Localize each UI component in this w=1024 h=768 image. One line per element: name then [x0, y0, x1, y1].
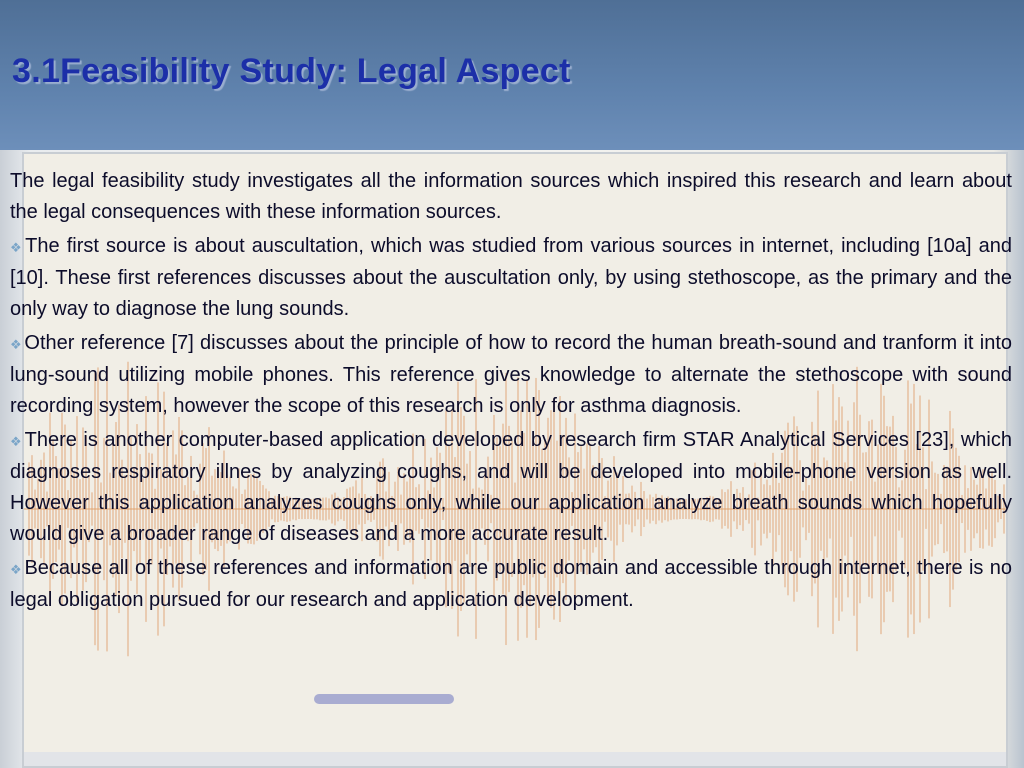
diamond-bullet-icon: ❖ — [10, 337, 23, 352]
slide-header — [0, 0, 1024, 150]
timeline-bar — [314, 694, 454, 704]
diamond-bullet-icon: ❖ — [10, 562, 23, 577]
slide-title: 3.1Feasibility Study: Legal Aspect — [12, 52, 571, 90]
bullet-text: Other reference [7] discusses about the principle of how to record the human breath-sound and tranform it into lung-sound utilizing mobile phones. This reference gives knowledge to alternate the stethoscope with sound recording system, however the scope of this research is only for asthma diagnosis. — [10, 332, 1012, 417]
bullet-text: Because all of these references and information are public domain and accessible through internet, there is no legal obligation pursued for our research and application development. — [10, 557, 1012, 611]
intro-paragraph: The legal feasibility study investigates all the information sources which inspired this research and learn about the legal consequences with these information sources. — [10, 170, 1012, 223]
bullet-item — [10, 231, 1012, 325]
bullet-item — [10, 553, 1012, 616]
bullet-text: There is another computer-based application developed by research firm STAR Analytical Services [23], which diagnoses respiratory illnes by analyzing coughs, and will be developed into mobile-phone version as well. However this application analyzes coughs only, while our application analyze breath sounds which hopefully would give a broader range of diseases and a more accurate result. — [10, 429, 1012, 545]
bullet-text: The first source is about auscultation, which was studied from various sources in internet, including [10a] and [10]. These first references discusses about the auscultation only, by using stethoscope, as the primary and the only way to diagnose the lung sounds. — [10, 235, 1012, 320]
slide-body — [10, 166, 1012, 619]
diamond-bullet-icon: ❖ — [10, 434, 23, 449]
diamond-bullet-icon: ❖ — [10, 240, 24, 255]
bullet-item — [10, 328, 1012, 422]
bullet-item — [10, 425, 1012, 550]
